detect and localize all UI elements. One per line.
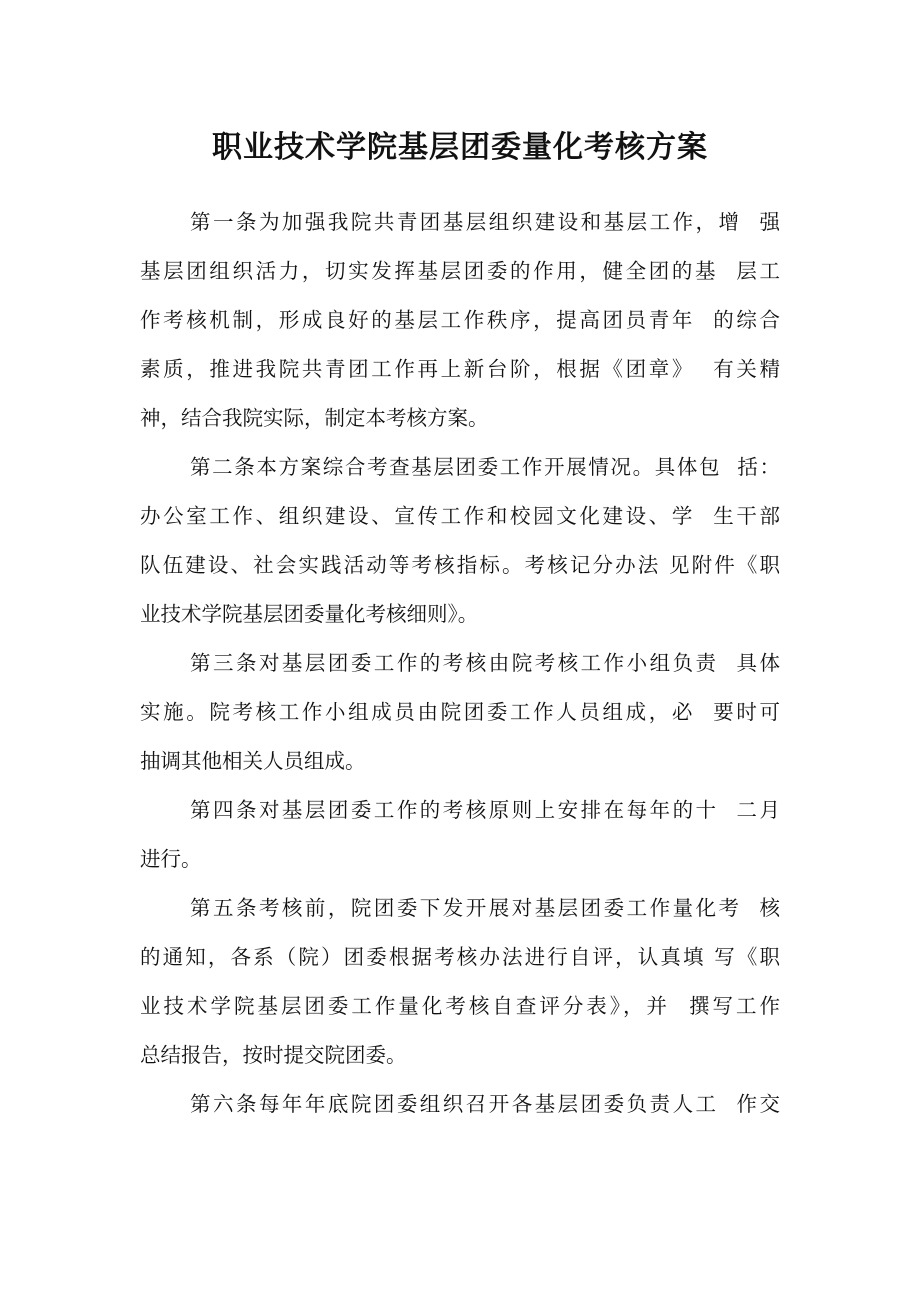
article-1-line-4: 素质，推进我院共青团工作再上新台阶，根据《团章》 有关精 [140,357,780,381]
article-2-line-2: 办公室工作、组织建设、宣传工作和校园文化建设、学 生干部 [140,504,780,528]
article-4-line-2: 进行。 [140,847,202,871]
article-1-line-2: 基层团组织活力，切实发挥基层团委的作用，健全团的基 层工 [140,259,780,283]
document-title: 职业技术学院基层团委量化考核方案 [212,130,708,165]
article-5-line-4: 总结报告，按时提交院团委。 [140,1043,407,1067]
article-1-line-3: 作考核机制，形成良好的基层工作秩序，提高团员青年 的综合 [140,308,780,332]
article-1-line-5: 神，结合我院实际，制定本考核方案。 [140,406,489,430]
article-3-line-3: 抽调其他相关人员组成。 [140,749,366,773]
article-4-line-1: 第四条对基层团委工作的考核原则上安排在每年的十 二月 [190,798,780,822]
article-5-line-3: 业技术学院基层团委工作量化考核自查评分表》，并 撰写工作 [140,994,780,1018]
article-3-line-2: 实施。院考核工作小组成员由院团委工作人员组成，必 要时可 [140,700,780,724]
article-5-line-1: 第五条考核前，院团委下发开展对基层团委工作量化考 核 [190,896,780,920]
article-6-line-1: 第六条每年年底院团委组织召开各基层团委负责人工 作交 [190,1092,780,1116]
article-2-line-3: 队伍建设、社会实践活动等考核指标。考核记分办法 见附件《职 [140,553,780,577]
article-3-line-1: 第三条对基层团委工作的考核由院考核工作小组负责 具体 [190,651,780,675]
article-1-line-1: 第一条为加强我院共青团基层组织建设和基层工作，增 强 [190,210,780,234]
article-2-line-1: 第二条本方案综合考查基层团委工作开展情况。具体包 括： [190,455,780,479]
article-2-line-4: 业技术学院基层团委量化考核细则》。 [140,602,479,626]
article-5-line-2: 的通知，各系（院）团委根据考核办法进行自评，认真填 写《职 [140,945,780,969]
